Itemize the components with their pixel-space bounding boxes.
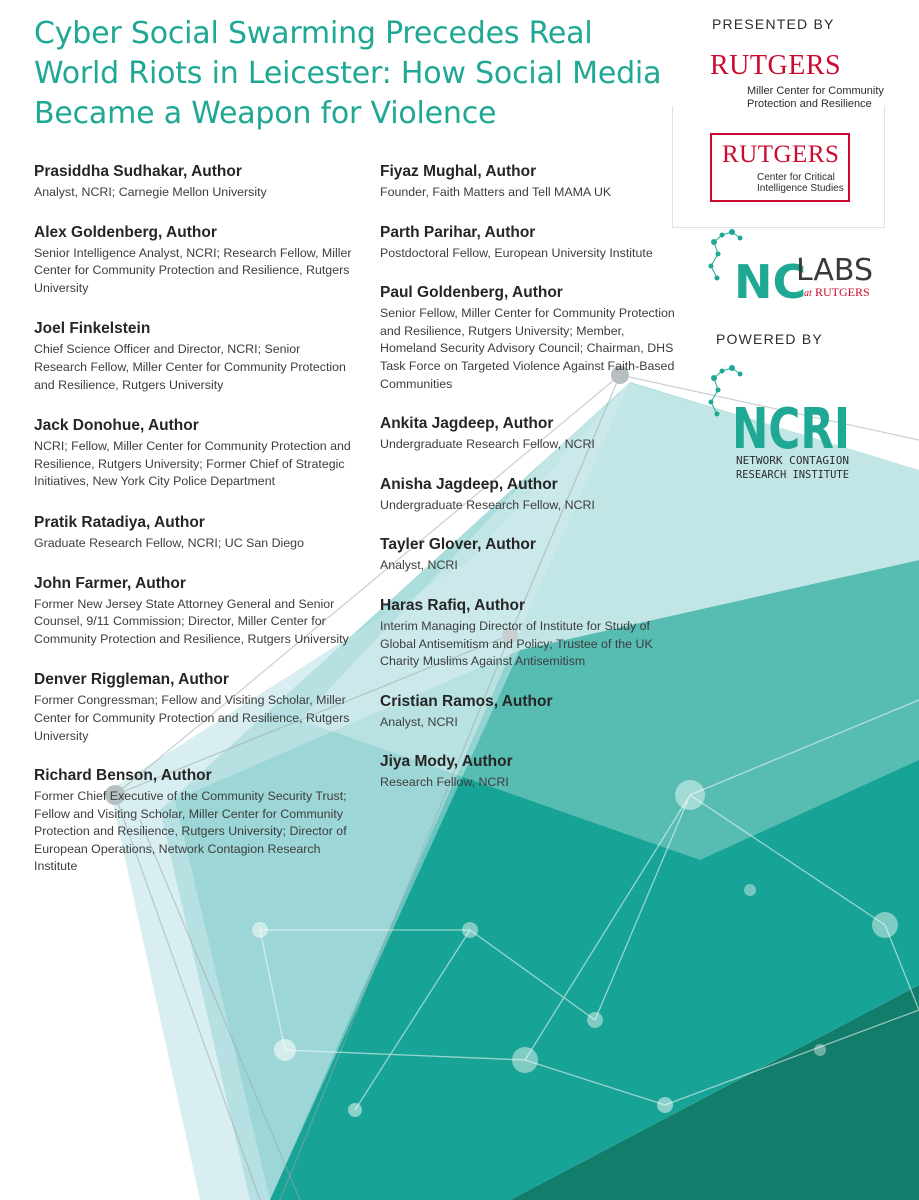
- author-affiliation: Analyst, NCRI: [380, 558, 458, 573]
- nclabs-nc-text: NC: [734, 255, 807, 308]
- author-affiliation: Senior Intelligence Analyst, NCRI; Research Fellow, Miller Center for Community Protection and Resilience, Rutgers University: [34, 245, 352, 295]
- author-entry: [34, 670, 354, 745]
- author-name: Richard Benson, Author: [34, 767, 212, 785]
- author-entry: [34, 416, 354, 491]
- nclabs-at-text: at: [804, 288, 812, 299]
- author-name: Jiya Mody, Author: [380, 753, 513, 771]
- authors-column-left: [34, 162, 354, 876]
- nclabs-logo: [708, 228, 878, 308]
- author-entry: [34, 223, 354, 298]
- author-affiliation: Analyst, NCRI: [380, 714, 458, 729]
- author-name: Parth Parihar, Author: [380, 223, 536, 241]
- author-name: Prasiddha Sudhakar, Author: [34, 163, 242, 180]
- author-entry: [380, 475, 680, 515]
- author-name: Ankita Jagdeep, Author: [380, 415, 554, 433]
- ncri-line2: RESEARCH INSTITUTE: [736, 469, 849, 481]
- author-affiliation: Former New Jersey State Attorney General and Senior Counsel, 9/11 Commission; Director, Miller Center for Community Protection and Resilience, Rutgers University: [34, 596, 349, 646]
- author-affiliation: Postdoctoral Fellow, European University Institute: [380, 245, 653, 260]
- author-affiliation: Research Fellow, NCRI: [380, 775, 509, 790]
- ncri-line1: NETWORK CONTAGION: [736, 455, 849, 467]
- rutgers-ccis-line2: Intelligence Studies: [757, 183, 844, 194]
- author-name: Pratik Ratadiya, Author: [34, 513, 205, 531]
- author-name: Cristian Ramos, Author: [380, 692, 553, 710]
- author-affiliation: Senior Fellow, Miller Center for Community Protection and Resilience, Rutgers University; Member, Homeland Security Advisory Council; Chairman, DHS Task Force on Targeted Violence Against Faith-Based Communities: [380, 306, 675, 391]
- rutgers-wordmark: RUTGERS: [710, 50, 842, 81]
- logo-column: [672, 0, 919, 500]
- author-name: John Farmer, Author: [34, 574, 186, 592]
- rutgers-ccis-logo: [710, 133, 850, 202]
- author-entry: [380, 162, 680, 202]
- rutgers-miller-line2: Protection and Resilience: [747, 97, 872, 110]
- author-affiliation: Undergraduate Research Fellow, NCRI: [380, 497, 595, 512]
- ncri-logo: [708, 364, 858, 482]
- author-name: Alex Goldenberg, Author: [34, 223, 217, 241]
- author-affiliation: Former Chief Executive of the Community Security Trust; Fellow and Visiting Scholar, Miller Center for Community Protection and Resilience, Rutgers University; Director of European Operations, Network Contagion Research Institute: [34, 789, 347, 874]
- author-entry: [380, 535, 680, 575]
- author-affiliation: NCRI; Fellow, Miller Center for Community Protection and Resilience, Rutgers University; Former Chief of Strategic Initiatives, New York City Police Department: [34, 439, 351, 489]
- author-name: Joel Finkelstein: [34, 320, 151, 338]
- author-name: Paul Goldenberg, Author: [380, 284, 563, 302]
- author-entry: [380, 283, 680, 393]
- author-entry: [34, 162, 354, 202]
- rutgers-wordmark: RUTGERS: [722, 141, 840, 168]
- author-affiliation: Undergraduate Research Fellow, NCRI: [380, 437, 595, 452]
- presented-by-label: PRESENTED BY: [712, 16, 835, 32]
- author-entry: [34, 574, 354, 649]
- nclabs-labs-text: LABS: [796, 253, 874, 288]
- author-name: Jack Donohue, Author: [34, 417, 199, 435]
- author-affiliation: Interim Managing Director of Institute for Study of Global Antisemitism and Policy; Trustee of the UK Charity Muslims Against Antisemitism: [380, 618, 653, 669]
- author-affiliation: Analyst, NCRI; Carnegie Mellon University: [34, 185, 267, 199]
- author-entry: [34, 319, 354, 394]
- author-entry: [380, 692, 680, 732]
- author-entry: [380, 752, 680, 792]
- author-name: Anisha Jagdeep, Author: [380, 475, 558, 493]
- author-entry: [34, 766, 354, 876]
- author-name: Tayler Glover, Author: [380, 536, 536, 554]
- powered-by-label: POWERED BY: [716, 331, 823, 347]
- document-title: Cyber Social Swarming Precedes Real World Riots in Leicester: How Social Media Became a Weapon for Violence: [34, 16, 662, 131]
- authors-column-right: [380, 162, 680, 792]
- author-affiliation: Graduate Research Fellow, NCRI; UC San Diego: [34, 535, 304, 550]
- author-name: Denver Riggleman, Author: [34, 671, 229, 689]
- rutgers-miller-line1: Miller Center for Community: [747, 85, 884, 97]
- nclabs-rutgers-text: RUTGERS: [815, 285, 870, 299]
- ncri-wordmark: NCRI: [732, 397, 850, 462]
- author-entry: [380, 414, 680, 454]
- author-name: Fiyaz Mughal, Author: [380, 163, 537, 180]
- rutgers-ccis-line1: Center for Critical: [757, 172, 835, 183]
- author-entry: [380, 223, 680, 263]
- rutgers-ccis-subtitle: [757, 172, 844, 194]
- author-entry: [380, 596, 680, 671]
- author-entry: [34, 513, 354, 553]
- author-affiliation: Chief Science Officer and Director, NCRI; Senior Research Fellow, Miller Center for Community Protection and Resilience, Rutgers University: [34, 342, 346, 392]
- author-affiliation: Former Congressman; Fellow and Visiting Scholar, Miller Center for Community Protection and Resilience, Rutgers University: [34, 693, 350, 743]
- author-affiliation: Founder, Faith Matters and Tell MAMA UK: [380, 185, 612, 199]
- author-name: Haras Rafiq, Author: [380, 596, 525, 614]
